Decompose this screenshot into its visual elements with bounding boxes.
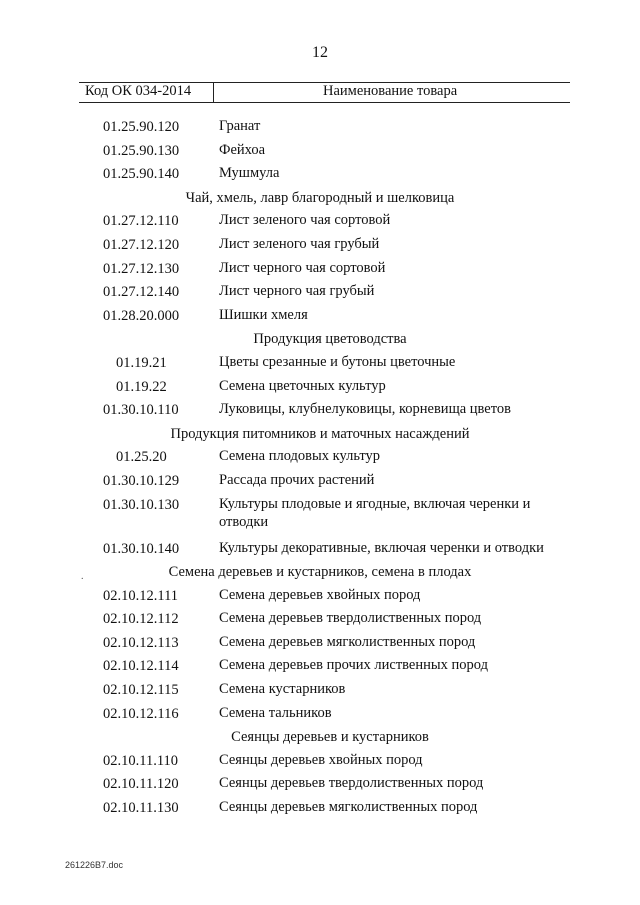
table-row — [0, 353, 640, 377]
row-name: Цветы срезанные и бутоны цветочные — [219, 353, 456, 370]
row-code: 01.19.22 — [116, 378, 167, 395]
row-name: Семена плодовых культур — [219, 448, 381, 465]
row-name: Семена деревьев твердолиственных пород — [219, 610, 482, 627]
row-name: Семена кустарников — [219, 681, 346, 698]
table-row — [0, 447, 640, 471]
section-title: Сеянцы деревьев и кустарников — [231, 729, 429, 746]
table-row — [0, 774, 640, 798]
page-number: 12 — [312, 44, 328, 61]
table-row — [0, 656, 640, 680]
row-code: 02.10.12.113 — [103, 634, 179, 651]
row-code: 01.25.90.140 — [103, 166, 180, 183]
table-row — [0, 751, 640, 775]
row-name: Шишки хмеля — [219, 306, 308, 323]
row-code: 02.10.12.111 — [103, 587, 179, 604]
row-name: Сеянцы деревьев мягколиственных пород — [219, 799, 478, 816]
header-divider — [213, 83, 214, 102]
row-code: 01.28.20.000 — [103, 307, 180, 324]
table-row — [0, 798, 640, 822]
table-row — [0, 495, 640, 537]
row-code: 01.25.20 — [116, 449, 167, 466]
table-row — [0, 211, 640, 235]
section-heading — [0, 329, 640, 353]
row-code: 01.27.12.120 — [103, 236, 180, 253]
margin-mark: . — [81, 571, 84, 582]
table-row — [0, 680, 640, 704]
row-name: Семена деревьев прочих лиственных пород — [219, 657, 488, 674]
row-code: 01.27.12.140 — [103, 284, 180, 301]
row-name: Семена тальников — [219, 704, 332, 721]
row-name: Лист зеленого чая грубый — [219, 235, 380, 252]
row-code: 02.10.11.110 — [103, 752, 179, 769]
row-name: Фейхоа — [219, 141, 266, 158]
table-row — [0, 141, 640, 165]
footer-filename: 261226B7.doc — [65, 860, 124, 870]
row-code: 02.10.12.112 — [103, 611, 179, 628]
section-heading — [0, 562, 640, 586]
row-name: Культуры декоративные, включая черенки и отводки — [219, 539, 544, 556]
table-row — [0, 282, 640, 306]
table-row — [0, 633, 640, 657]
row-code: 02.10.11.120 — [103, 776, 179, 793]
section-title: Продукция питомников и маточных насаждений — [170, 425, 470, 442]
row-name: Культуры плодовые и ягодные, включая черенки и отводки — [219, 495, 531, 530]
row-name: Мушмула — [219, 165, 280, 182]
row-name: Луковицы, клубнелуковицы, корневища цветов — [219, 401, 511, 418]
section-heading — [0, 424, 640, 448]
row-name: Лист черного чая грубый — [219, 283, 375, 300]
row-name: Сеянцы деревьев хвойных пород — [219, 751, 423, 768]
row-name: Семена деревьев мягколиственных пород — [219, 633, 476, 650]
table-row — [0, 117, 640, 141]
row-name: Сеянцы деревьев твердолиственных пород — [219, 775, 484, 792]
table-row — [0, 259, 640, 283]
table-row — [0, 586, 640, 610]
table-header — [79, 82, 570, 103]
table-row — [0, 400, 640, 424]
row-name: Лист зеленого чая сортовой — [219, 212, 391, 229]
row-name: Семена цветочных культур — [219, 377, 386, 394]
row-name: Гранат — [219, 118, 261, 134]
section-title: Семена деревьев и кустарников, семена в плодах — [168, 564, 472, 581]
row-name: Рассада прочих растений — [219, 471, 375, 488]
table-row — [0, 377, 640, 401]
row-code: 01.19.21 — [116, 354, 167, 371]
table-row — [0, 539, 640, 563]
section-title: Продукция цветоводства — [253, 331, 407, 348]
goods-table — [0, 117, 640, 822]
table-row — [0, 164, 640, 188]
row-code: 01.25.90.130 — [103, 142, 180, 159]
row-code: 01.27.12.130 — [103, 260, 180, 277]
table-row — [0, 471, 640, 495]
row-code: 01.30.10.130 — [103, 496, 180, 513]
table-row — [0, 704, 640, 728]
header-code-column: Код ОК 034-2014 — [85, 83, 192, 99]
row-code: 01.27.12.110 — [103, 213, 179, 230]
table-row — [0, 235, 640, 259]
row-code: 01.30.10.140 — [103, 540, 180, 557]
row-code: 02.10.12.114 — [103, 658, 179, 675]
row-code: 02.10.12.116 — [103, 705, 179, 722]
row-code: 01.25.90.120 — [103, 119, 180, 135]
section-heading — [0, 727, 640, 751]
section-title: Чай, хмель, лавр благородный и шелковица — [185, 189, 455, 206]
table-row — [0, 306, 640, 330]
row-code: 02.10.11.130 — [103, 800, 179, 817]
table-row — [0, 609, 640, 633]
header-name-column: Наименование товара — [323, 83, 458, 99]
section-heading — [0, 188, 640, 212]
row-code: 01.30.10.110 — [103, 402, 179, 419]
row-code: 01.30.10.129 — [103, 472, 180, 489]
row-name: Семена деревьев хвойных пород — [219, 586, 421, 603]
row-name: Лист черного чая сортовой — [219, 259, 386, 276]
row-code: 02.10.12.115 — [103, 682, 179, 699]
